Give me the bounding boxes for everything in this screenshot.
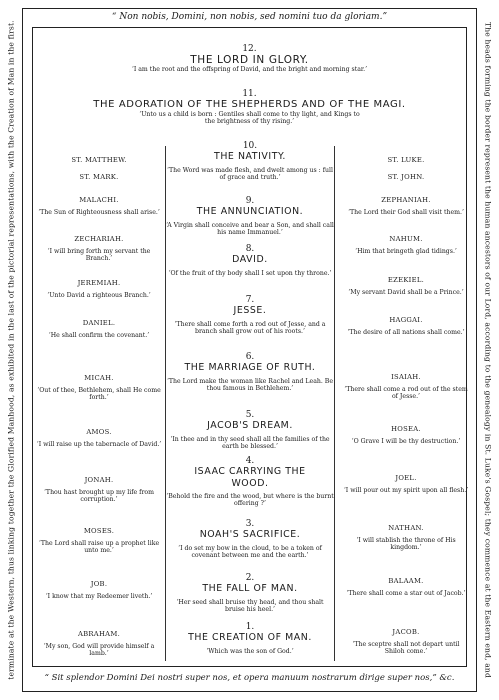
item-title: THE FALL OF MAN. — [202, 583, 298, 594]
prophet-amos — [35, 428, 163, 448]
prophet-malachi — [35, 196, 163, 216]
prophet-quote: ‘I will raise up the tabernacle of David.’ — [36, 441, 162, 448]
item-quote: ‘Which was the son of God.’ — [206, 648, 294, 655]
prophet-name: JACOB. — [392, 628, 420, 636]
item-number: 11. — [242, 89, 257, 99]
prophet-job — [35, 580, 163, 600]
prophet-micah — [35, 374, 163, 402]
item-title: THE CREATION OF MAN. — [188, 632, 312, 643]
item-title: THE MARRIAGE OF RUTH. — [184, 362, 316, 373]
prophet-name: DANIEL. — [82, 319, 116, 327]
prophet-quote: ‘The desire of all nations shall come.’ — [347, 329, 465, 336]
item-number: 12. — [242, 44, 257, 54]
prophet-quote: ‘I know that my Redeemer liveth.’ — [45, 593, 153, 600]
prophet-quote: ‘Out of thee, Bethlehem, shall He come forth.’ — [37, 387, 161, 402]
item-number: 6. — [245, 352, 255, 362]
prophet-zechariah — [35, 235, 163, 263]
top-item-11 — [40, 89, 459, 126]
prophet-name: JEREMIAH. — [77, 279, 121, 287]
prophet-quote: ‘Thou hast brought up my life from corruption.’ — [43, 489, 155, 504]
item-number: 2. — [245, 573, 255, 583]
item-title: THE ANNUNCIATION. — [196, 206, 304, 217]
center-item-9 — [166, 196, 334, 237]
item-quote: ‘Of the fruit of thy body shall I set upon thy throne.’ — [168, 270, 332, 277]
center-item-2 — [166, 573, 334, 614]
prophet-quote: ‘O Grave I will be thy destruction.’ — [351, 438, 461, 445]
prophet-jonah — [35, 476, 163, 504]
apostle-matthew: ST. MATTHEW. — [71, 156, 127, 164]
prophet-quote: ‘I will stablish the throne of His kingdom.’ — [356, 537, 456, 552]
center-item-8 — [166, 244, 334, 277]
prophet-quote: ‘The Lord their God shall visit them.’ — [348, 209, 464, 216]
prophet-name: HOSEA. — [391, 425, 421, 433]
prophet-zephaniah — [342, 196, 470, 216]
item-number: 1. — [245, 622, 255, 632]
right-side-text: The heads forming the border represent the human ancestors of our Lord, according to the genealogy in St. Luke's Gospel; they commence at the Eastern end, and — [483, 22, 493, 678]
prophet-quote: ‘Him that bringeth glad tidings.’ — [355, 248, 457, 255]
prophet-name: ISAIAH. — [391, 373, 421, 381]
item-quote: ‘There shall come forth a rod out of Jesse, and a branch shall grow out of his roots.’ — [174, 321, 326, 336]
item-title: NOAH'S SACRIFICE. — [199, 529, 301, 540]
apostle-john: ST. JOHN. — [387, 173, 425, 181]
prophet-name: JOB. — [90, 580, 108, 588]
item-number: 4. — [245, 456, 255, 466]
item-quote: ‘A Virgin shall conceive and bear a Son, and shall call his name Immanuel.’ — [166, 222, 334, 237]
prophet-daniel — [35, 319, 163, 339]
item-quote: ‘The Word was made flesh, and dwelt among us : full of grace and truth.’ — [167, 167, 333, 182]
prophet-quote: ‘The Lord shall raise up a prophet like unto me.’ — [38, 540, 160, 555]
top-item-12 — [40, 44, 459, 73]
prophet-jacob — [342, 628, 470, 656]
item-title: DAVID. — [232, 254, 268, 265]
item-quote: ‘Her seed shall bruise thy head, and thou shalt bruise his heel.’ — [176, 599, 324, 614]
item-title: JESSE. — [233, 305, 267, 316]
prophet-name: JOEL. — [395, 474, 417, 482]
prophet-isaiah — [342, 373, 470, 401]
top-motto: “ Non nobis, Domini, non nobis, sed nomini tuo da gloriam.” — [111, 12, 388, 22]
item-number: 5. — [245, 410, 255, 420]
center-item-10 — [166, 141, 334, 182]
prophet-name: NAHUM. — [389, 235, 423, 243]
item-quote: ‘Unto us a child is born : Gentiles shall come to thy light, and Kings to the brightness of thy rising.’ — [139, 111, 360, 126]
item-title: ISAAC CARRYING THE WOOD. — [194, 466, 306, 489]
prophet-name: ZECHARIAH. — [74, 235, 124, 243]
item-quote: ‘The Lord make the woman like Rachel and Leah. Be thou famous in Bethlehem.’ — [166, 378, 334, 393]
prophet-name: JONAH. — [84, 476, 114, 484]
bottom-motto: “ Sit splendor Domini Dei nostri super nos, et opera manuum nostrarum dirige super nos,” &c. — [44, 673, 455, 683]
prophet-moses — [35, 527, 163, 555]
center-item-5 — [166, 410, 334, 451]
prophet-haggai — [342, 316, 470, 336]
item-number: 3. — [245, 519, 255, 529]
prophet-quote: ‘There shall come a star out of Jacob.’ — [346, 590, 466, 597]
item-number: 9. — [245, 196, 255, 206]
prophet-quote: ‘He shall confirm the covenant.’ — [48, 332, 150, 339]
right-column-divider — [334, 146, 335, 661]
prophet-jeremiah — [35, 279, 163, 299]
prophet-quote: ‘I will pour out my spirit upon all flesh.’ — [343, 487, 469, 494]
item-number: 10. — [242, 141, 258, 151]
prophet-name: MALACHI. — [79, 196, 119, 204]
prophet-quote: ‘The sceptre shall not depart until Shiloh come.’ — [352, 641, 460, 656]
apostle-mark: ST. MARK. — [79, 173, 119, 181]
prophet-joel — [342, 474, 470, 494]
prophet-quote: ‘I will bring forth my servant the Branch.’ — [47, 248, 151, 263]
prophet-quote: ‘My servant David shall be a Prince.’ — [348, 289, 464, 296]
prophet-name: ZEPHANIAH. — [381, 196, 431, 204]
apostle-luke: ST. LUKE. — [387, 156, 425, 164]
prophet-abraham — [35, 630, 163, 658]
item-title: JACOB'S DREAM. — [207, 420, 293, 431]
prophet-quote: ‘There shall come a rod out of the stem of Jesse.’ — [344, 386, 468, 401]
prophet-name: MICAH. — [84, 374, 114, 382]
item-quote: ‘I am the root and the offspring of David, and the bright and morning star.’ — [131, 66, 368, 73]
item-quote: ‘Behold the fire and the wood, but where is the burnt offering ?’ — [166, 493, 334, 508]
left-side-text: terminate at the Western, thus linking together the Glorified Manhood, as exhibited in the last of the pictorial representations, with the Creation of Man in the first. — [6, 20, 16, 680]
center-item-4 — [166, 456, 334, 508]
prophet-name: EZEKIEL. — [387, 276, 425, 284]
center-item-1 — [166, 622, 334, 655]
item-title: THE NATIVITY. — [214, 151, 286, 162]
prophet-nahum — [342, 235, 470, 255]
prophet-quote: ‘Unto David a righteous Branch.’ — [47, 292, 151, 299]
center-item-7 — [166, 295, 334, 336]
prophet-name: HAGGAI. — [389, 316, 423, 324]
prophet-name: AMOS. — [86, 428, 112, 436]
item-number: 8. — [245, 244, 255, 254]
prophet-name: MOSES. — [83, 527, 115, 535]
item-title: THE LORD IN GLORY. — [190, 54, 309, 66]
prophet-name: BALAAM. — [388, 577, 424, 585]
item-quote: ‘I do set my bow in the cloud, to be a token of covenant between me and the earth.’ — [178, 545, 322, 560]
item-number: 7. — [245, 295, 255, 305]
prophet-quote: ‘My son, God will provide himself a lamb.’ — [43, 643, 155, 658]
center-item-3 — [166, 519, 334, 560]
item-title: THE ADORATION OF THE SHEPHERDS AND OF THE MAGI. — [93, 99, 406, 110]
center-item-6 — [166, 352, 334, 393]
prophet-name: NATHAN. — [388, 524, 424, 532]
prophet-quote: ‘The Sun of Righteousness shall arise.’ — [38, 209, 160, 216]
prophet-name: ABRAHAM. — [77, 630, 121, 638]
prophet-hosea — [342, 425, 470, 445]
prophet-balaam — [342, 577, 470, 597]
prophet-ezekiel — [342, 276, 470, 296]
item-quote: ‘In thee and in thy seed shall all the families of the earth be blessed.’ — [170, 436, 330, 451]
prophet-nathan — [342, 524, 470, 552]
